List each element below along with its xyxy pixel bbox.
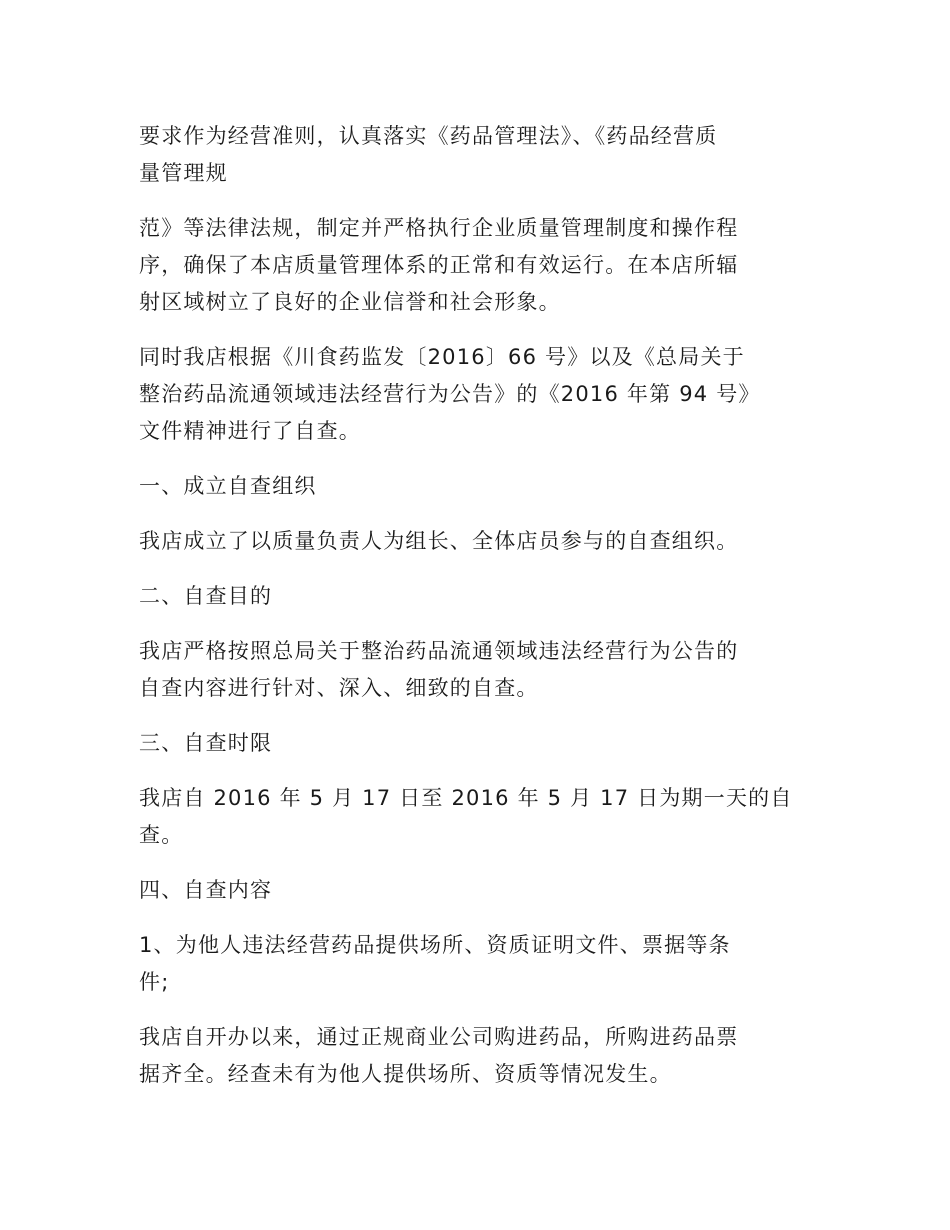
- text-line: 射区域树立了良好的企业信誉和社会形象。: [139, 290, 561, 314]
- text-line: 文件精神进行了自查。: [139, 419, 361, 443]
- text-line: 同时我店根据《川食药监发〔2016〕66 号》以及《总局关于: [139, 345, 745, 369]
- paragraph-12: [139, 1019, 811, 1093]
- paragraph-9: [139, 780, 811, 854]
- heading-text: 四、自查内容: [139, 878, 273, 902]
- text-line: 量管理规: [139, 161, 228, 185]
- text-line: 我店自开办以来，通过正规商业公司购进药品，所购进药品票: [139, 1025, 739, 1049]
- text-line: 查。: [139, 823, 184, 847]
- text-line: 件;: [139, 970, 170, 994]
- text-line: 我店自 2016 年 5 月 17 日至 2016 年 5 月 17 日为期一天的自: [139, 786, 793, 810]
- text-line: 自查内容进行针对、深入、细致的自查。: [139, 676, 539, 700]
- document-body: [139, 118, 811, 1111]
- text-line: 序，确保了本店质量管理体系的正常和有效运行。在本店所辐: [139, 253, 739, 277]
- paragraph-7: [139, 633, 811, 707]
- paragraph-1: [139, 118, 811, 192]
- text-line: 整治药品流通领域违法经营行为公告》的《2016 年第 94 号》: [139, 382, 761, 406]
- paragraph-2: [139, 210, 811, 321]
- text-line: 我店严格按照总局关于整治药品流通领域违法经营行为公告的: [139, 639, 739, 663]
- paragraph-11: [139, 927, 811, 1001]
- paragraph-3: [139, 339, 811, 450]
- section-heading-3: [139, 725, 811, 762]
- section-heading-1: [139, 468, 811, 505]
- text-line: 我店成立了以质量负责人为组长、全体店员参与的自查组织。: [139, 529, 739, 553]
- heading-text: 二、自查目的: [139, 584, 273, 608]
- paragraph-5: [139, 523, 811, 560]
- text-line: 范》等法律法规，制定并严格执行企业质量管理制度和操作程: [139, 216, 739, 240]
- heading-text: 一、成立自查组织: [139, 474, 317, 498]
- heading-text: 三、自查时限: [139, 731, 273, 755]
- text-line: 据齐全。经查未有为他人提供场所、资质等情况发生。: [139, 1062, 672, 1086]
- text-line: 1、为他人违法经营药品提供场所、资质证明文件、票据等条: [139, 933, 731, 957]
- section-heading-4: [139, 872, 811, 909]
- text-line: 要求作为经营准则，认真落实《药品管理法》、《药品经营质: [139, 124, 718, 148]
- section-heading-2: [139, 578, 811, 615]
